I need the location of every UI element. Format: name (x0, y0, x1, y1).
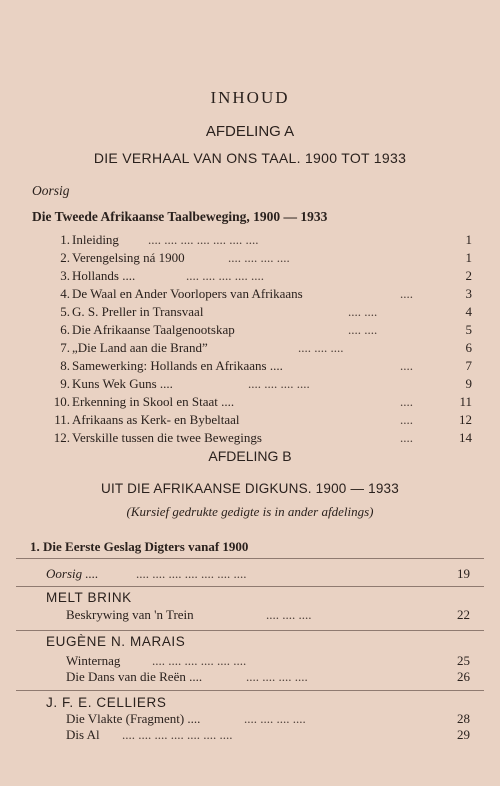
toc-page: 1 (465, 232, 472, 247)
section-b-part-heading: 1. Die Eerste Geslag Digters vanaf 1900 (30, 539, 249, 554)
leader-dots: .... (400, 394, 413, 409)
toc-row[interactable] (48, 340, 472, 358)
section-b-heading: AFDELING B (208, 448, 292, 464)
toc-title: Hollands .... (72, 268, 136, 283)
toc-page: 22 (457, 607, 470, 622)
toc-title: G. S. Preller in Transvaal (72, 304, 204, 319)
toc-title: „Die Land aan die Brand” (72, 340, 208, 355)
toc-row[interactable] (48, 304, 472, 322)
toc-title: Afrikaans as Kerk- en Bybeltaal (72, 412, 240, 427)
poet-name: MELT BRINK (46, 590, 132, 605)
leader-dots: .... .... .... .... (248, 376, 310, 391)
section-a-part-heading: Die Tweede Afrikaanse Taalbeweging, 1900 — 1933 (32, 209, 328, 224)
toc-row[interactable] (66, 669, 470, 687)
poet-name: J. F. E. CELLIERS (46, 695, 167, 710)
leader-dots: .... .... .... .... (244, 711, 306, 726)
toc-number: 11. (54, 412, 70, 427)
toc-page: 1 (465, 250, 472, 265)
toc-title: Dis Al (66, 727, 100, 742)
toc-row[interactable] (66, 607, 470, 625)
divider (16, 630, 484, 631)
toc-number: 4. (60, 286, 70, 301)
toc-title: Verengelsing ná 1900 (72, 250, 185, 265)
poet-name: EUGÈNE N. MARAIS (46, 634, 186, 649)
toc-page: 9 (465, 376, 472, 391)
toc-title: Die Dans van die Reën .... (66, 669, 203, 684)
toc-page: 4 (465, 304, 472, 319)
toc-number: 5. (60, 304, 70, 319)
toc-row[interactable] (66, 727, 470, 745)
toc-page: 29 (457, 727, 470, 742)
toc-number: 12. (53, 430, 70, 445)
leader-dots: .... .... .... (298, 340, 344, 355)
toc-page: 25 (457, 653, 470, 668)
toc-number: 10. (53, 394, 70, 409)
toc-page: 14 (459, 430, 472, 445)
toc-row[interactable] (48, 250, 472, 268)
toc-row[interactable] (46, 566, 470, 584)
toc-page: 26 (457, 669, 470, 684)
toc-title: De Waal en Ander Voorlopers van Afrikaans (72, 286, 303, 301)
leader-dots: .... .... .... .... (246, 669, 308, 684)
toc-page: 11 (459, 394, 472, 409)
toc-page: 3 (465, 286, 472, 301)
divider (16, 558, 484, 559)
toc-row[interactable] (48, 232, 472, 250)
toc-title: Die Afrikaanse Taalgenootskap (72, 322, 235, 337)
section-a-heading: AFDELING A (205, 123, 295, 140)
toc-title: Beskrywing van 'n Trein (66, 607, 194, 622)
leader-dots: .... (400, 430, 413, 445)
toc-row[interactable] (48, 358, 472, 376)
leader-dots: .... .... .... .... .... .... (152, 653, 247, 668)
toc-row[interactable] (48, 286, 472, 304)
leader-dots: .... (400, 358, 413, 373)
toc-row[interactable] (48, 394, 472, 412)
toc-page: 7 (465, 358, 472, 373)
toc-number: 7. (60, 340, 70, 355)
section-a-subtitle: DIE VERHAAL VAN ONS TAAL. 1900 TOT 1933 (93, 150, 407, 166)
page-title: INHOUD (210, 88, 290, 107)
toc-title: Kuns Wek Guns .... (72, 376, 173, 391)
toc-row[interactable] (48, 376, 472, 394)
toc-title: Inleiding (72, 232, 119, 247)
divider (16, 690, 484, 691)
toc-number: 1. (60, 232, 70, 247)
toc-row[interactable] (48, 430, 472, 448)
leader-dots: .... (400, 412, 413, 427)
leader-dots: .... .... .... .... .... (186, 268, 264, 283)
leader-dots: .... .... (348, 304, 378, 319)
toc-title: Oorsig .... (46, 566, 99, 581)
toc-row[interactable] (48, 268, 472, 286)
toc-title: Erkenning in Skool en Staat .... (72, 394, 235, 409)
toc-title: Verskille tussen die twee Bewegings (72, 430, 262, 445)
divider (16, 586, 484, 587)
leader-dots: .... .... .... .... .... .... .... (136, 566, 247, 581)
toc-page: 5 (465, 322, 472, 337)
toc-page: 19 (457, 566, 470, 581)
toc-number: 2. (60, 250, 70, 265)
leader-dots: .... .... .... .... .... .... .... (122, 727, 233, 742)
toc-title: Winternag (66, 653, 121, 668)
toc-number: 8. (60, 358, 70, 373)
toc-row[interactable] (48, 322, 472, 340)
toc-number: 6. (60, 322, 70, 337)
leader-dots: .... .... .... (266, 607, 312, 622)
toc-title: Die Vlakte (Fragment) .... (66, 711, 201, 726)
leader-dots: .... .... .... .... .... .... .... (148, 232, 259, 247)
section-b-note: (Kursief gedrukte gedigte is in ander afdelings) (126, 504, 374, 519)
toc-page: 12 (459, 412, 472, 427)
toc-number: 3. (60, 268, 70, 283)
section-b-subtitle: UIT DIE AFRIKAANSE DIGKUNS. 1900 — 1933 (101, 481, 399, 496)
toc-row[interactable] (48, 412, 472, 430)
leader-dots: .... (400, 286, 413, 301)
toc-page: 2 (465, 268, 472, 283)
leader-dots: .... .... (348, 322, 378, 337)
section-a-oorsig: Oorsig (32, 183, 70, 198)
leader-dots: .... .... .... .... (228, 250, 290, 265)
toc-page: 28 (457, 711, 470, 726)
toc-page: 6 (465, 340, 472, 355)
toc-number: 9. (60, 376, 70, 391)
toc-title: Samewerking: Hollands en Afrikaans .... (72, 358, 283, 373)
